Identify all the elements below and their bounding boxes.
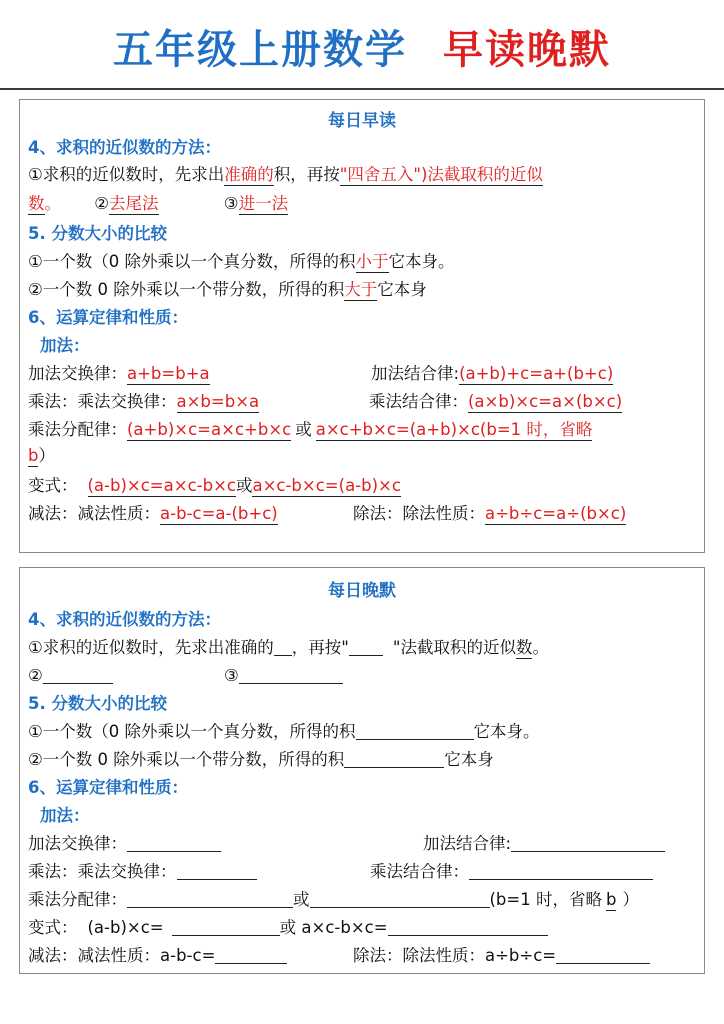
blank-field[interactable]: [344, 749, 444, 768]
evening-division: 除法：除法性质：a÷b÷c=: [353, 944, 650, 968]
evening-title: 每日晚默: [328, 581, 396, 601]
morning-s4-heading: 4、求积的近似数的方法：: [28, 138, 221, 157]
blank-field[interactable]: [556, 945, 650, 964]
morning-title: 每日早读: [328, 111, 396, 131]
evening-distributive: 乘法分配律： 或 (b=1 时，省略 b ）: [28, 890, 639, 909]
evening-s4-line1: ①求积的近似数时，先求出准确的 ，再按" "法截取积的近似数。: [28, 638, 549, 657]
morning-s5-line2: ②一个数 0 除外乘以一个带分数，所得的积大于它本身: [28, 280, 427, 299]
page-title: [0, 22, 724, 78]
morning-add-assoc: 加法结合律:(a+b)+c=a+(b+c): [371, 364, 614, 383]
title-divider: [0, 88, 724, 90]
blank-field[interactable]: [177, 861, 257, 880]
evening-s4-line2: ② ③: [28, 664, 343, 688]
morning-distributive: 乘法分配律：(a+b)×c=a×c+b×c 或 a×c+b×c=(a+b)×c(b=1 时，省略: [28, 420, 593, 439]
morning-add-comm: 加法交换律：a+b=b+a: [28, 364, 210, 383]
morning-s5-line1: ①一个数（0 除外乘以一个真分数，所得的积小于它本身。: [28, 252, 455, 271]
morning-variant: 变式： (a-b)×c=a×c-b×c或a×c-b×c=(a-b)×c: [28, 476, 401, 495]
evening-add-assoc: 加法结合律:: [423, 832, 665, 856]
morning-add-heading: 加法：: [40, 336, 90, 355]
evening-add-heading: 加法：: [40, 806, 90, 825]
morning-mul-comm: 乘法：乘法交换律：a×b=b×a: [28, 392, 260, 411]
evening-mul-comm: 乘法：乘法交换律：: [28, 860, 257, 884]
title-main: 五年级上册数学: [113, 27, 407, 73]
blank-field[interactable]: [127, 833, 221, 852]
blank-field[interactable]: [172, 917, 280, 936]
evening-s5-line2: ②一个数 0 除外乘以一个带分数，所得的积 它本身: [28, 750, 494, 769]
blank-field[interactable]: [349, 637, 383, 656]
evening-variant: 变式： (a-b)×c= 或 a×c-b×c=: [28, 916, 548, 940]
evening-dictation-box: [19, 567, 705, 974]
evening-mul-assoc: 乘法结合律：: [370, 860, 653, 884]
evening-s6-heading: 6、运算定律和性质：: [28, 778, 188, 797]
morning-division: 除法：除法性质：a÷b÷c=a÷(b×c): [353, 504, 627, 523]
blank-field[interactable]: [310, 889, 490, 908]
morning-mul-assoc: 乘法结合律：(a×b)×c=a×(b×c): [369, 392, 623, 411]
morning-subtraction: 减法：减法性质：a-b-c=a-(b+c): [28, 504, 278, 523]
morning-s6-heading: 6、运算定律和性质：: [28, 308, 188, 327]
blank-field[interactable]: [43, 665, 113, 684]
blank-field[interactable]: [511, 833, 665, 852]
evening-s5-heading: 5. 分数大小的比较: [28, 694, 167, 713]
blank-field[interactable]: [469, 861, 653, 880]
blank-field[interactable]: [388, 917, 548, 936]
title-accent: 早读晚默: [443, 27, 611, 73]
morning-reading-box: [19, 99, 705, 553]
blank-field[interactable]: [127, 889, 293, 908]
morning-s5-heading: 5. 分数大小的比较: [28, 224, 167, 243]
morning-s4-line2: 数。 ②去尾法 ③进一法: [28, 194, 289, 213]
evening-add-comm: 加法交换律：: [28, 832, 221, 856]
evening-subtraction: 减法：减法性质：a-b-c=: [28, 944, 287, 968]
blank-field[interactable]: [274, 637, 292, 656]
evening-s5-line1: ①一个数（0 除外乘以一个真分数，所得的积 它本身。: [28, 722, 540, 741]
blank-field[interactable]: [215, 945, 287, 964]
blank-field[interactable]: [239, 665, 343, 684]
morning-s4-line1: ①求积的近似数时，先求出准确的积，再按"四舍五入")法截取积的近似: [28, 165, 543, 184]
morning-distributive-cont: b）: [28, 446, 55, 465]
evening-s4-heading: 4、求积的近似数的方法：: [28, 610, 221, 629]
blank-field[interactable]: [356, 721, 474, 740]
